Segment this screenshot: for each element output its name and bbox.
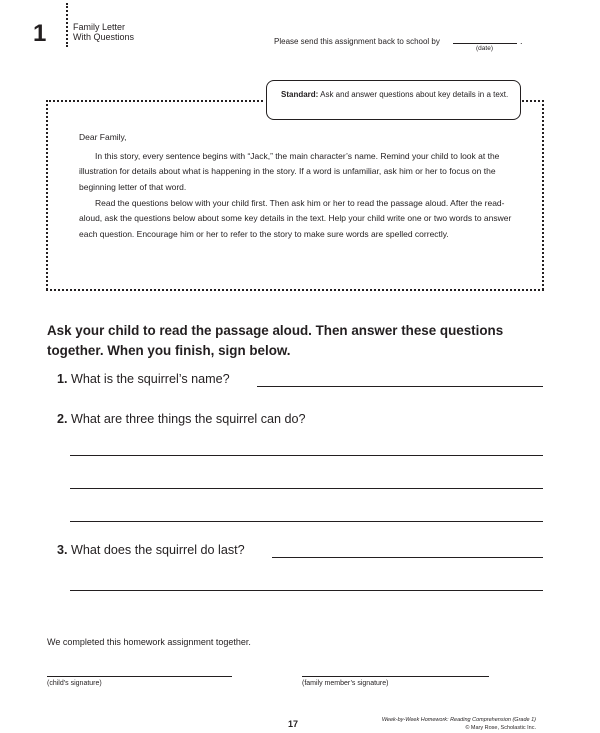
question-1 — [57, 372, 230, 386]
question-1-text: What is the squirrel’s name? — [71, 372, 230, 386]
date-label: (date) — [476, 45, 493, 52]
heading-line-1: Family Letter — [73, 22, 126, 32]
answer-line-2a[interactable] — [70, 455, 543, 456]
letter-salutation: Dear Family, — [79, 132, 127, 142]
question-3-number: 3. — [57, 543, 68, 557]
standard-label: Standard: — [281, 90, 319, 99]
answer-line-2b[interactable] — [70, 488, 543, 489]
question-1-number: 1. — [57, 372, 68, 386]
page-number: 17 — [288, 719, 299, 729]
standard-box — [266, 80, 521, 120]
family-signature-label: (family member’s signature) — [302, 680, 389, 687]
completion-statement: We completed this homework assignment together. — [47, 637, 251, 647]
question-3 — [57, 543, 245, 557]
question-2 — [57, 412, 306, 426]
send-back-instruction: Please send this assignment back to school by — [274, 37, 440, 46]
date-blank-line[interactable] — [453, 43, 517, 44]
instructions-heading: Ask your child to read the passage aloud. Then answer these questions together. When you finish, sign below. — [47, 323, 504, 358]
child-signature-line[interactable] — [47, 676, 232, 677]
answer-line-3a[interactable] — [272, 557, 543, 558]
answer-line-1[interactable] — [257, 386, 543, 387]
letter-frame-left — [46, 100, 48, 290]
question-2-number: 2. — [57, 412, 68, 426]
letter-paragraph-1: In this story, every sentence begins with “Jack,” the main character’s name. Remind your child to look at the illustration for details about what is happening in the story. If a word is unfamiliar, ask him or her to focus on the beginning letter of that word. — [79, 151, 500, 192]
letter-frame-top-right — [522, 100, 544, 102]
child-signature-label: (child’s signature) — [47, 680, 102, 687]
answer-line-2c[interactable] — [70, 521, 543, 522]
footer-credit-title: Week-by-Week Homework: Reading Comprehension (Grade 1) — [381, 717, 536, 723]
letter-frame-right — [542, 100, 544, 290]
answer-line-3b[interactable] — [70, 590, 543, 591]
family-signature-line[interactable] — [302, 676, 489, 677]
letter-frame-bottom — [46, 289, 544, 291]
heading-line-2: With Questions — [73, 32, 135, 42]
question-2-text: What are three things the squirrel can do? — [71, 412, 306, 426]
letter-frame-top-left — [46, 100, 263, 102]
question-3-text: What does the squirrel do last? — [71, 543, 245, 557]
date-period: . — [520, 36, 523, 46]
letter-paragraph-2: Read the questions below with your child first. Then ask him or her to read the passage aloud. After the read-aloud, ask the questions below about some key details in the text. Help your child write one or two words to answer each question. Encourage him or her to refer to the story to make sure words are spelled correctly. — [79, 198, 512, 239]
header-divider — [66, 3, 68, 47]
standard-text: Ask and answer questions about key details in a text. — [320, 90, 509, 99]
week-number: 1 — [33, 20, 47, 47]
page-heading — [73, 22, 134, 42]
footer-credit-copyright: © Mary Rose, Scholastic Inc. — [465, 725, 536, 731]
